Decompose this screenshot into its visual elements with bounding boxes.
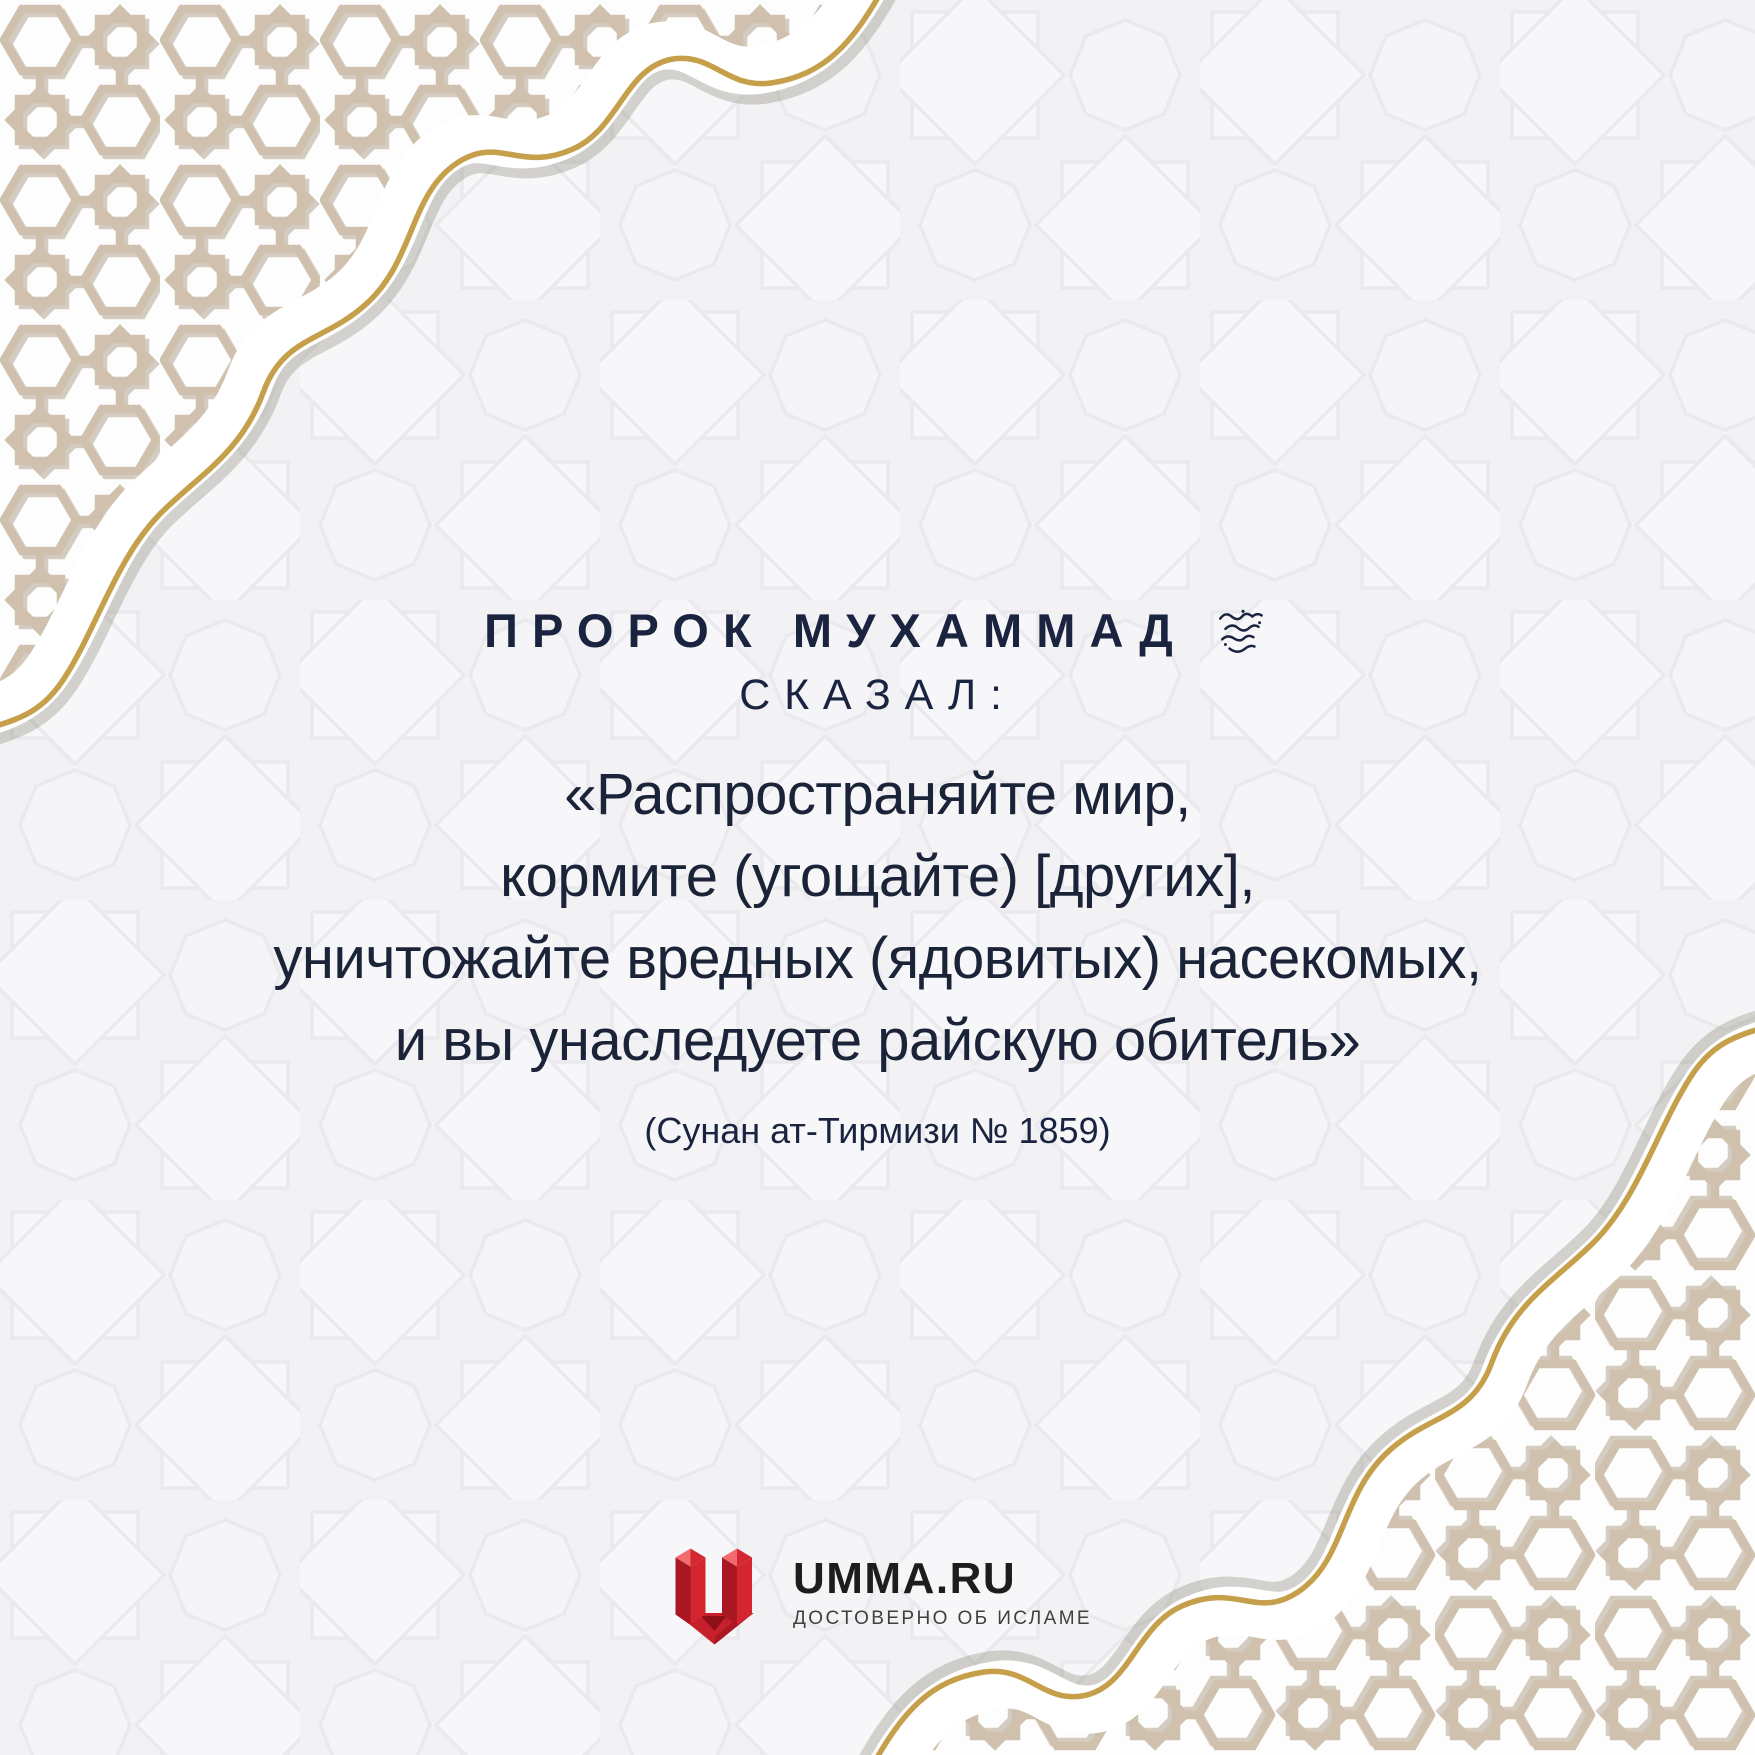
hadith-source: (Сунан ат-Тирмизи № 1859) <box>644 1110 1111 1151</box>
quote-line: «Распространяйте мир, <box>564 762 1191 827</box>
heading-prophet-muhammad <box>0 604 1755 658</box>
quote-content <box>0 604 1755 1152</box>
quote-line: уничтожайте вредных (ядовитых) насекомых, <box>273 926 1482 991</box>
brand-name: UMMA.RU <box>793 1553 1017 1603</box>
hadith-quote <box>0 754 1755 1082</box>
quote-line: кормите (угощайте) [других], <box>500 844 1255 909</box>
quote-line: и вы унаследуете райскую обитель» <box>394 1008 1361 1073</box>
sallallahu-alayhi-wa-sallam-calligraphy-icon <box>1213 606 1271 656</box>
brand-tagline: ДОСТОВЕРНО ОБ ИСЛАМЕ <box>793 1607 1092 1629</box>
logo-text-block <box>793 1555 1092 1630</box>
heading-said: СКАЗАЛ: <box>739 671 1016 719</box>
umma-u-logo-icon <box>663 1538 765 1646</box>
heading-text: ПРОРОК МУХАММАД <box>484 604 1187 657</box>
umma-ru-logo <box>663 1538 1092 1646</box>
